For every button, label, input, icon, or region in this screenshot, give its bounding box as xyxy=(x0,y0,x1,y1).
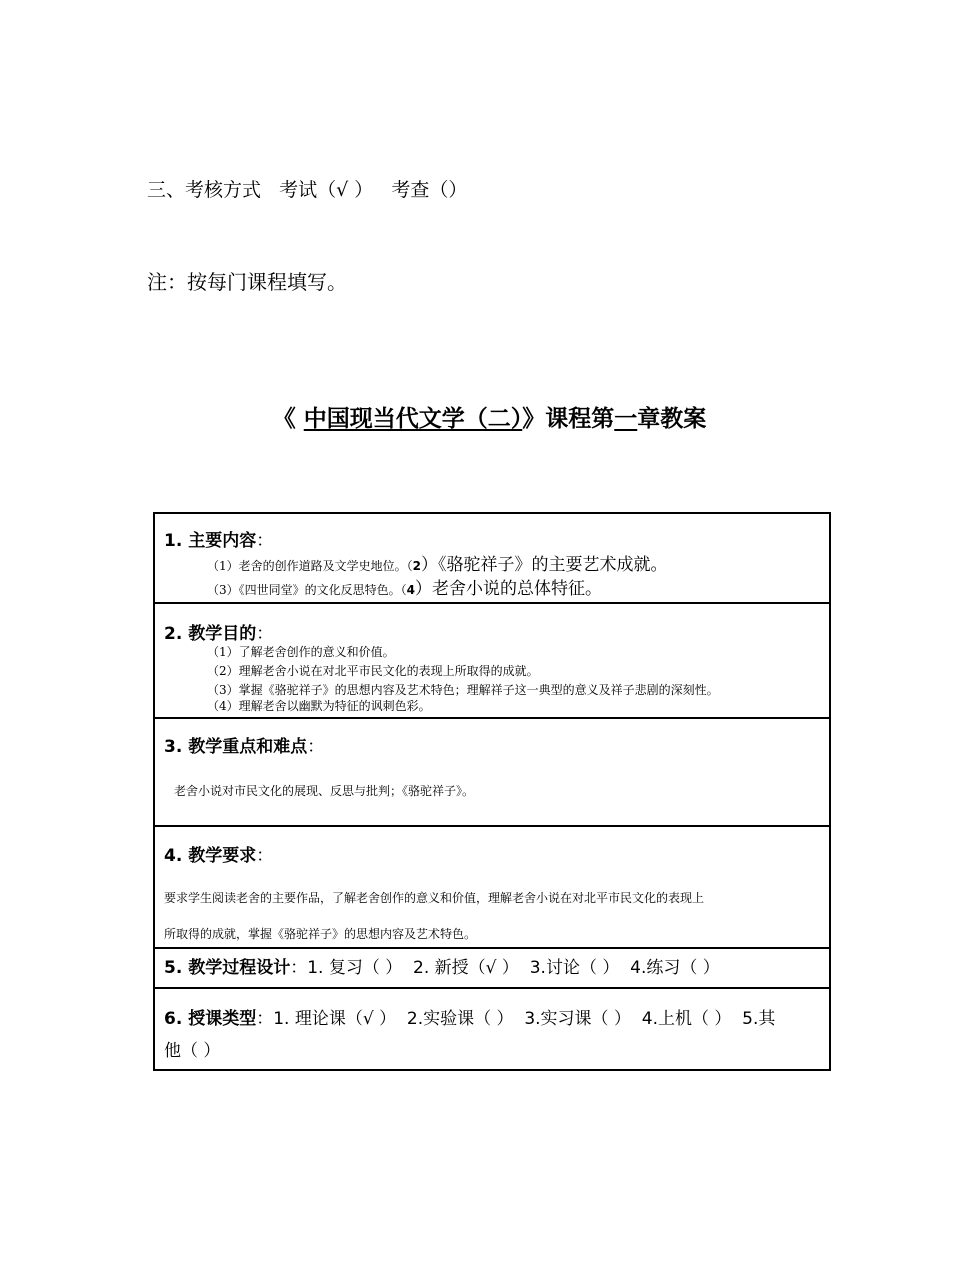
section-heading: 5. 教学过程设计 xyxy=(164,958,291,978)
content-line-1-num: 2 xyxy=(412,559,421,573)
section-heading: 4. 教学要求 xyxy=(164,846,257,866)
title-middle: 》课程第 xyxy=(522,406,615,432)
page-title xyxy=(0,400,979,433)
content-line-2 xyxy=(155,577,829,602)
title-open: 《 xyxy=(272,406,304,432)
section-heading: 2. 教学目的 xyxy=(164,624,257,644)
goal-item: （2）理解老舍小说在对北平市民文化的表现上所取得的成就。 xyxy=(207,664,539,678)
content-line-2-b: ）老舍小说的总体特征。 xyxy=(415,579,602,599)
heading-colon: ： xyxy=(256,624,274,644)
section-keypoints xyxy=(154,718,830,826)
content-line-1 xyxy=(155,554,829,577)
keypoints-text: 老舍小说对市民文化的展现、反思与批判；《骆驼祥子》。 xyxy=(174,784,475,798)
section-type xyxy=(154,988,830,1070)
assessment-method: 三、考核方式 考试（√ ） 考查（） xyxy=(147,179,468,201)
section-content xyxy=(154,513,830,603)
process-options: ：1. 复习（ ） 2. 新授（√ ） 3.讨论（ ） 4.练习（ ） xyxy=(290,958,720,978)
content-line-1-a: （1）老舍的创作道路及文学史地位。（ xyxy=(207,559,413,573)
goal-item: （3）掌握《骆驼祥子》的思想内容及艺术特色；理解祥子这一典型的意义及祥子悲剧的深刻性。 xyxy=(207,683,719,697)
section-goals xyxy=(154,603,830,718)
heading-colon: ： xyxy=(256,846,274,866)
type-options-cont: 他（ ） xyxy=(164,1041,221,1061)
section-heading: 3. 教学重点和难点 xyxy=(164,737,308,757)
goal-item: （1）了解老舍创作的意义和价值。 xyxy=(207,645,395,659)
heading-colon: ： xyxy=(307,737,325,757)
title-end: 章教案 xyxy=(637,406,707,432)
section-process xyxy=(154,948,830,988)
requirements-line-1: 要求学生阅读老舍的主要作品，了解老舍创作的意义和价值，理解老舍小说在对北平市民文化的表现上 xyxy=(164,891,705,905)
content-line-1-b: ）《骆驼祥子》的主要艺术成就。 xyxy=(421,555,668,575)
title-course: 中国现当代文学（二） xyxy=(303,406,523,432)
goal-item: （4）理解老舍以幽默为特征的讽刺色彩。 xyxy=(207,699,431,713)
note: 注：按每门课程填写。 xyxy=(147,270,347,294)
section-requirements xyxy=(154,826,830,948)
section-heading: 6. 授课类型 xyxy=(164,1009,257,1029)
lesson-plan-table xyxy=(153,512,831,1071)
title-chapter: 一 xyxy=(614,406,638,432)
content-line-2-num: 4 xyxy=(406,583,415,597)
heading-colon: ： xyxy=(256,531,274,551)
requirements-line-2: 所取得的成就，掌握《骆驼祥子》的思想内容及艺术特色。 xyxy=(164,927,477,941)
section-heading: 1. 主要内容 xyxy=(164,531,257,551)
content-line-2-a: （3）《四世同堂》的文化反思特色。（ xyxy=(207,583,407,597)
type-options: ：1. 理论课（√ ） 2.实验课（ ） 3.实习课（ ） 4.上机（ ） 5.其 xyxy=(256,1009,776,1029)
